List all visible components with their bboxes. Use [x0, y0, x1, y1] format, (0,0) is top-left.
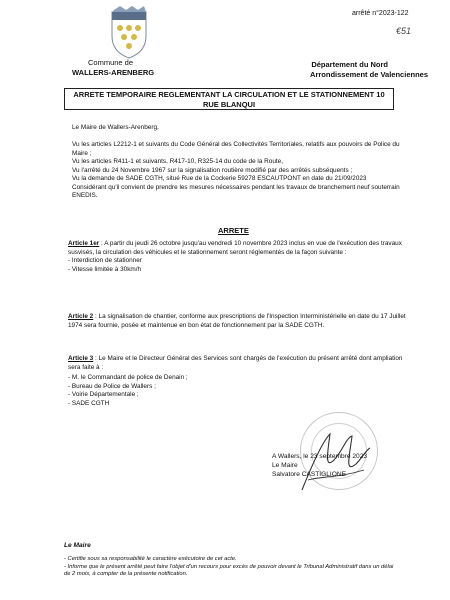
considerations [72, 141, 410, 201]
arrete-heading: ARRETE [218, 226, 249, 235]
department-name: Département du Nord [311, 60, 388, 69]
signature-place-date: A Wallers, le 23 septembre 2023 [272, 453, 368, 460]
footer-notice [64, 556, 394, 579]
consideration-item: Vu la demande de SADE CGTH, situé Rue de la Cockerie 59278 ESCAUTPONT en date du 21/09/2023 [72, 175, 367, 182]
footer-heading: Le Maire [64, 542, 91, 549]
mayor-line: Le Maire de Wallers-Arenberg, [72, 124, 159, 131]
list-item: - Voirie Départementale ; [68, 391, 139, 398]
list-item: - SADE CGTH [68, 399, 110, 407]
article-1-text: : A partir du jeudi 26 octobre jusqu'au vendredi 10 novembre 2023 inclus en vue de l'exécution des travaux susvisés, la circulation des véhicules et le stationnement seront réglementés de la façon suivante : [68, 240, 402, 256]
signature-name: Salvatore CASTIGLIONE [272, 471, 347, 478]
consideration-item: Vu l'arrêté du 24 Novembre 1967 sur la signalisation routière modifié par des arrêtés subséquents ; [72, 166, 353, 174]
article-1 [68, 240, 408, 274]
article-3-label: Article 3 [68, 355, 94, 362]
list-item: - Bureau de Police de Wallers ; [68, 382, 156, 390]
list-item: - Vitesse limitée à 30km/h [68, 265, 142, 273]
list-item: - Interdiction de stationner [68, 257, 142, 264]
signature-block [272, 452, 367, 479]
article-2 [68, 313, 408, 330]
article-1-label: Article 1er [68, 240, 100, 247]
article-2-text: : La signalisation de chantier, conforme aux prescriptions de l'Inspection Interministérielle en date du 17 Juillet 1974 sera fournie, posée et maintenue en bon état de fonctionnement par la SADE CGTH. [68, 313, 406, 329]
footer-line: - Certifie sous sa responsabilité le caractère exécutoire de cet acte. [64, 556, 237, 562]
handwritten-annotation: €51 [396, 26, 412, 36]
list-item: - M. le Commandant de police de Denain ; [68, 374, 188, 381]
article-2-label: Article 2 [68, 313, 94, 320]
decree-title: ARRETE TEMPORAIRE REGLEMENTANT LA CIRCULATION ET LE STATIONNEMENT 10 RUE BLANQUI [64, 88, 394, 110]
commune-name: WALLERS-ARENBERG [72, 68, 155, 77]
footer-line: - Informe que le présent arrêté peut faire l'objet d'un recours pour excès de pouvoir devant le Tribunal Administratif dans un délai de 2 mois, à compter de la présente notification. [64, 563, 394, 578]
article-3 [68, 355, 408, 408]
consideration-item: Considérant qu'il convient de prendre les mesures nécessaires pendant les travaux de branchement neuf souterrain ENEDIS. [72, 183, 400, 199]
consideration-item: Vu les articles R411-1 et suivants, R417-10, R325-14 du code de la Route, [72, 158, 284, 165]
article-3-text: : Le Maire et le Directeur Général des Services sont chargés de l'exécution du présent arrêté dont ampliation sera faite à : [68, 355, 403, 371]
decree-number: arrêté n°2023-122 [352, 10, 409, 17]
commune-coat-of-arms [108, 6, 150, 60]
arrondissement-name: Arrondissement de Valenciennes [310, 70, 428, 79]
commune-label: Commune de [88, 58, 134, 67]
consideration-item: Vu les articles L2212-1 et suivants du Code Général des Collectivités Territoriales, relatifs aux pouvoirs de Police du Maire ; [72, 141, 400, 157]
article-1-list [68, 257, 408, 274]
signature-role: Le Maire [272, 462, 298, 469]
article-3-list [68, 374, 408, 408]
